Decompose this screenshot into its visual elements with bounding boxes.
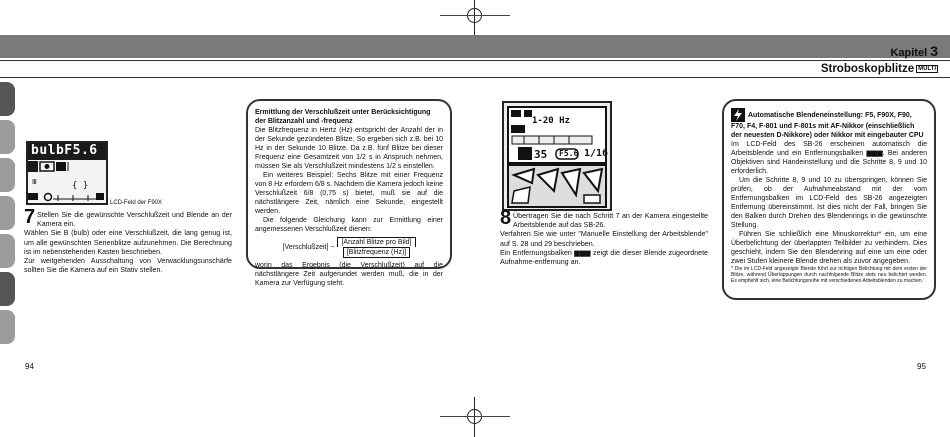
step-7-line-1: Stellen Sie die gewünschte Verschlußzeit und Blende an der Kamera ein. [37,211,232,229]
shutter-box-p2: Ein weiteres Beispiel: Sechs Blitze mit einer Frequenz von 8 Hz erfordern 6/8 s. Nachdem die Kamera jedoch keine Verschlußzeit 6/8 (0,75 s) bietet, muß sie auf die nächstlängere Zeit, nämlich eine Sekunde, eingestellt werden. [255,172,443,215]
auto-aperture-title: Automatische Blendeneinstellung: F5, F90X, F90, F70, F4, F-801 und F-801s mit AF-Nikkor (einschließlich der neuesten D-Nikkore) oder Nikkor mit eingebauter CPU [731,108,927,140]
shutter-box-p1: Die Blitzfrequenz in Hertz (Hz) entspricht der Anzahl der in der Sekunde gezündeten Blitze. So ergeben sich z.B. bei 10 Hz in der Sekunde 10 Blitze. Da z.B. fünf Blitze bei dieser Frequenz eine Gesamtzeit von 1/2 s in Anspruch nehmen, müssen Sie als Verschlußzeit mindestens 1/2 s einstellen. [255,127,443,170]
flash-lcd-power: 1/16 [584,148,609,159]
chapter-heading: Kapitel 3 [890,43,938,59]
shutter-box-p4: worin das Ergebnis (die Verschlußzeit) auf die nächstlängere Zeit aufgerundet werden muß, die in der Kamera zur Verfügung steht. [255,262,443,287]
auto-aperture-p3: Führen Sie schließlich eine Minuskorrektur* ein, um eine Überbelichtung der überlappten Teilbilder zu verhindern. Dies geschieht, indem Sie den Blendenring auf eine um eine oder zwei Stufen kleinere Blende drehen als zuvor angegeben. [731,231,927,265]
step-8-line-2: Verfahren Sie wie unter "Manuelle Einstellung der Arbeitsblende" auf S. 28 und 29 beschrieben. [500,230,708,248]
lcd-caption: LCD-Feld der F90X [110,200,163,206]
registration-line-top [440,15,510,16]
svg-text:{ }: { } [72,181,89,191]
formula-left: [Verschlußzeit] ~ [282,244,335,251]
shutter-box-title: Ermittlung der Verschlußzeit unter Berücksichtigung der Blitzanzahl und -frequenz [255,109,431,125]
auto-aperture-p1: Im LCD-Feld des SB-26 erscheinen automatisch die Arbeitsblende und ein Entfernungsbalken ▆▆▆. Bei anderen Objektiven sind Handeinstellung und die Schritte 8, 9 und 10 erforderlich. [731,141,927,175]
auto-aperture-footnote: * Die im LCD-Feld angezeigte Blende führt zur richtigen Belichtung mit dem ersten der Blitze, während Überlappungen durch nachfolgende Blitze stets neu belichtet werden. Es empfiehlt sich, eine Belichtungsreihe mit verschiedenen Arbeitsblenden zu machen. [731,266,927,284]
thumb-tab-1 [0,82,15,116]
thumb-tab-4 [0,196,15,230]
step-7-line-3: Zur weitgehenden Ausschaltung von Verwacklungsunschärfe sollten Sie die Kamera auf ein Stativ stellen. [24,257,232,275]
registration-mark-bottom [455,397,495,437]
camera-lcd-panel [26,141,108,205]
auto-aperture-p2: Um die Schritte 8, 9 und 10 zu überspringen, können Sie prüfen, ob der Aufnahmeabstand mit der vom Entfernungsbalken im LCD-Feld des SB-26 angezeigten Entfernung übereinstimmt. Ist dies nicht der Fall, bringen Sie den Balken durch Drehen des Blendenrings in die gewünschte Stellung. [731,177,927,229]
lightning-icon [731,108,745,122]
multi-badge: MULTI [918,65,936,72]
thumb-tab-5 [0,234,15,268]
step-8-number: 8 [500,207,512,229]
header-rule [0,60,950,61]
page-number-left: 94 [25,362,34,371]
formula-denominator: [Blitzfrequenz (Hz)] [343,247,411,258]
header-rule-2 [0,77,950,78]
page-number-right: 95 [917,362,926,371]
registration-line-bottom [440,416,510,417]
auto-aperture-box [722,99,936,300]
formula-numerator: [Anzahl Blitze pro Bild] [337,237,415,247]
flash-lcd-aperture: F5.6 [559,149,579,158]
section-title: Stroboskopblitze MULTI [820,63,936,75]
thumb-tab-3 [0,158,15,192]
flash-lcd-panel [502,101,612,211]
thumb-tab-2 [0,120,15,154]
shutter-speed-box [246,99,452,287]
shutter-box-p3: Die folgende Gleichung kann zur Ermittlung einer angemessenen Verschlußzeit dienen: [255,217,443,233]
svg-text:Ⅲ: Ⅲ [32,178,37,186]
lcd-top-readout: bulbF5.6 [31,143,98,158]
step-7-line-2: Wählen Sie B (bulb) oder eine Verschlußzeit, die lang genug ist, um alle gewünschten Serienblitze aufzunehmen. Die Berechnung ist im nebenstehenden Kasten beschrieben. [24,229,232,256]
flash-lcd-bottom-left: 35 [534,148,548,161]
shutter-formula [255,237,443,258]
header-bar [0,35,950,58]
thumb-tab-7 [0,310,15,344]
thumb-tab-6 [0,272,15,306]
flash-lcd-top-value: 1-20 Hz [532,116,570,126]
registration-mark-top [455,0,495,36]
step-8-line-1: Übertragen Sie die nach Schritt 7 an der Kamera eingestellte Arbeitsblende auf das SB-26. [513,212,708,230]
step-7-text [24,211,232,275]
step-8-text [500,212,708,267]
formula-fraction [337,237,415,258]
step-8-line-3: Ein Entfernungsbalken ▆▆▆ zeigt die dieser Blende zugeordnete Aufnahme-entfernung an. [500,248,708,267]
step-7-number: 7 [24,206,36,228]
